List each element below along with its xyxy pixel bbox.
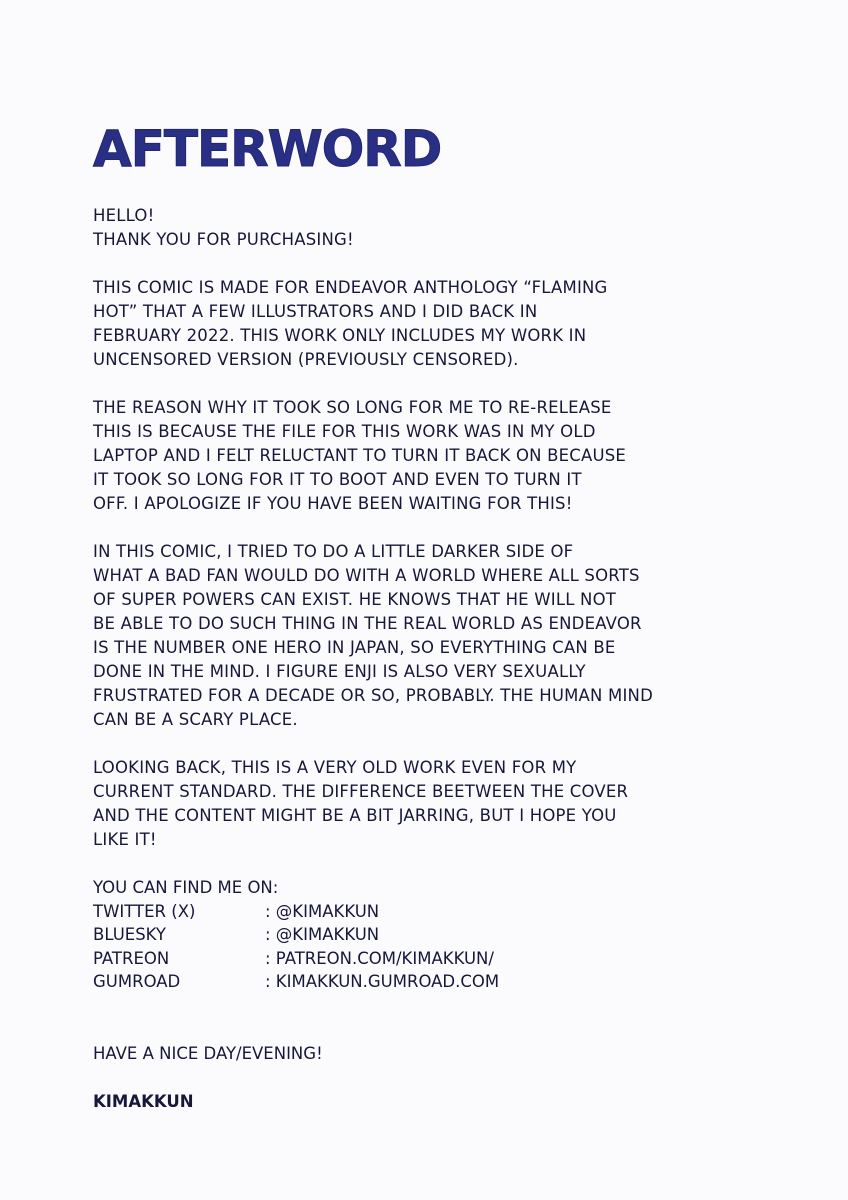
paragraph-comic-theme: IN THIS COMIC, I TRIED TO DO A LITTLE DARKER SIDE OF WHAT A BAD FAN WOULD DO WITH A WORLD WHERE ALL SORTS OF SUPER POWERS CAN EXIST. HE KNOWS THAT HE WILL NOT BE ABLE TO DO SUCH THING IN THE REAL WORLD AS ENDEAVOR IS THE NUMBER ONE HERO IN JAPAN, SO EVERYTHING CAN BE DONE IN THE MIND. I FIGURE ENJI IS ALSO VERY SEXUALLY FRUSTRATED FOR A DECADE OR SO, PROBABLY. THE HUMAN MIND CAN BE A SCARY PLACE. bbox=[93, 542, 653, 729]
social-links bbox=[93, 876, 753, 994]
link-label: PATREON bbox=[93, 948, 170, 968]
page-title: AFTERWORD bbox=[93, 120, 442, 178]
social-links-heading: YOU CAN FIND ME ON: bbox=[93, 878, 279, 897]
link-label: BLUESKY bbox=[93, 925, 166, 944]
paragraph-reason: THE REASON WHY IT TOOK SO LONG FOR ME TO RE-RELEASE THIS IS BECAUSE THE FILE FOR THIS WORK WAS IN MY OLD LAPTOP AND I FELT RELUCTANT TO TURN IT BACK ON BECAUSE IT TOOK SO LONG FOR IT TO BOOT AND EVEN TO TURN IT OFF. I APOLOGIZE IF YOU HAVE BEEN WAITING FOR THIS! bbox=[93, 398, 627, 513]
link-value: : KIMAKKUN.GUMROAD.COM bbox=[265, 972, 500, 991]
link-value: : @KIMAKKUN bbox=[265, 925, 380, 944]
link-row-twitter bbox=[93, 900, 753, 924]
paragraph-anthology: THIS COMIC IS MADE FOR ENDEAVOR ANTHOLOGY “FLAMING HOT” THAT A FEW ILLUSTRATORS AND I DID BACK IN FEBRUARY 2022. THIS WORK ONLY INCLUDES MY WORK IN UNCENSORED VERSION (PREVIOUSLY CENSORED). bbox=[93, 278, 608, 369]
closing-text: HAVE A NICE DAY/EVENING! bbox=[93, 1044, 323, 1063]
link-value: : PATREON.COM/KIMAKKUN/ bbox=[265, 948, 494, 968]
link-label: TWITTER (X) bbox=[93, 901, 196, 921]
link-label: GUMROAD bbox=[93, 972, 181, 991]
link-row-gumroad bbox=[93, 970, 753, 994]
paragraph-looking-back: LOOKING BACK, THIS IS A VERY OLD WORK EVEN FOR MY CURRENT STANDARD. THE DIFFERENCE BEETWEEN THE COVER AND THE CONTENT MIGHT BE A BIT JARRING, BUT I HOPE YOU LIKE IT! bbox=[93, 758, 629, 849]
link-value: : @KIMAKKUN bbox=[265, 901, 380, 921]
link-row-patreon bbox=[93, 947, 753, 971]
signature: KIMAKKUN bbox=[93, 1092, 194, 1111]
afterword-page bbox=[93, 0, 753, 1200]
link-row-bluesky bbox=[93, 923, 753, 947]
greeting-text: HELLO! THANK YOU FOR PURCHASING! bbox=[93, 206, 354, 249]
